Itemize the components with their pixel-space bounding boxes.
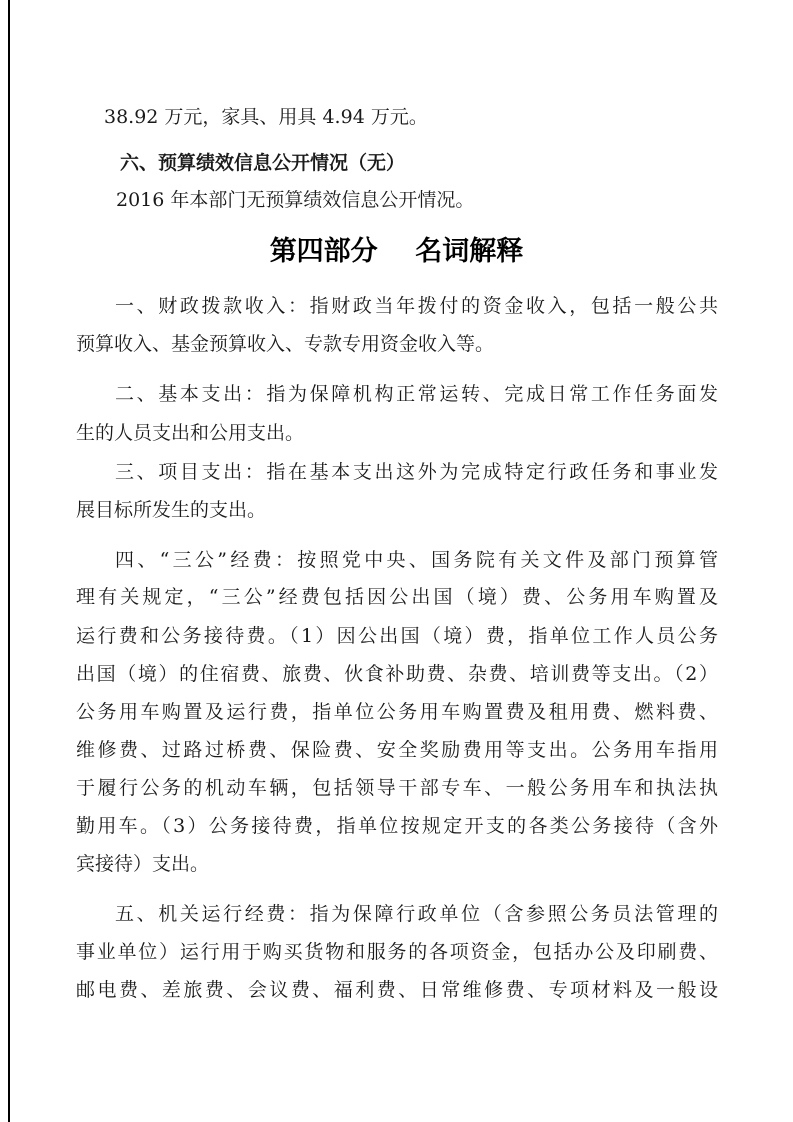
line-15: 维修费、过路过桥费、保险费、安全奖励费用等支出。公务用车指用 <box>76 739 718 761</box>
line-19: 五、机关运行经费：指为保障行政单位（含参照公务员法管理的 <box>115 903 718 925</box>
line-14: 公务用车购置及运行费，指单位公务用车购置费及租用费、燃料费、 <box>76 701 718 723</box>
line-10: 四、“三公”经费：按照党中央、国务院有关文件及部门预算管 <box>115 549 718 571</box>
line-1: 38.92 万元，家具、用具 4.94 万元。 <box>104 106 428 128</box>
section-heading: 六、预算绩效信息公开情况（无） <box>120 152 406 174</box>
line-7: 生的人员支出和公用支出。 <box>76 422 305 444</box>
line-12: 运行费和公务接待费。（1）因公出国（境）费，指单位工作人员公务 <box>76 625 718 647</box>
line-8: 三、项目支出：指在基本支出这外为完成特定行政任务和事业发 <box>115 461 718 483</box>
line-16: 于履行公务的机动车辆，包括领导干部专车、一般公务用车和执法执 <box>76 777 718 799</box>
line-17: 勤用车。（3）公务接待费，指单位按规定开支的各类公务接待（含外 <box>76 815 718 837</box>
line-18: 宾接待）支出。 <box>76 853 210 875</box>
line-21: 邮电费、差旅费、会议费、福利费、日常维修费、专项材料及一般设 <box>76 979 718 1001</box>
line-3: 2016 年本部门无预算绩效信息公开情况。 <box>116 189 475 211</box>
page-edge-line <box>8 0 10 1122</box>
line-6: 二、基本支出：指为保障机构正常运转、完成日常工作任务面发 <box>115 383 718 405</box>
line-20: 事业单位）运行用于购买货物和服务的各项资金，包括办公及印刷费、 <box>76 941 718 963</box>
line-11: 理有关规定，“三公”经费包括因公出国（境）费、公务用车购置及 <box>76 586 718 608</box>
line-9: 展目标所发生的支出。 <box>76 499 267 521</box>
line-13: 出国（境）的住宿费、旅费、伙食补助费、杂费、培训费等支出。（2） <box>76 663 718 685</box>
line-5: 预算收入、基金预算收入、专款专用资金收入等。 <box>76 333 495 355</box>
part-title: 第四部分 名词解释 <box>269 236 524 267</box>
line-4: 一、财政拨款收入：指财政当年拨付的资金收入，包括一般公共 <box>115 295 718 317</box>
